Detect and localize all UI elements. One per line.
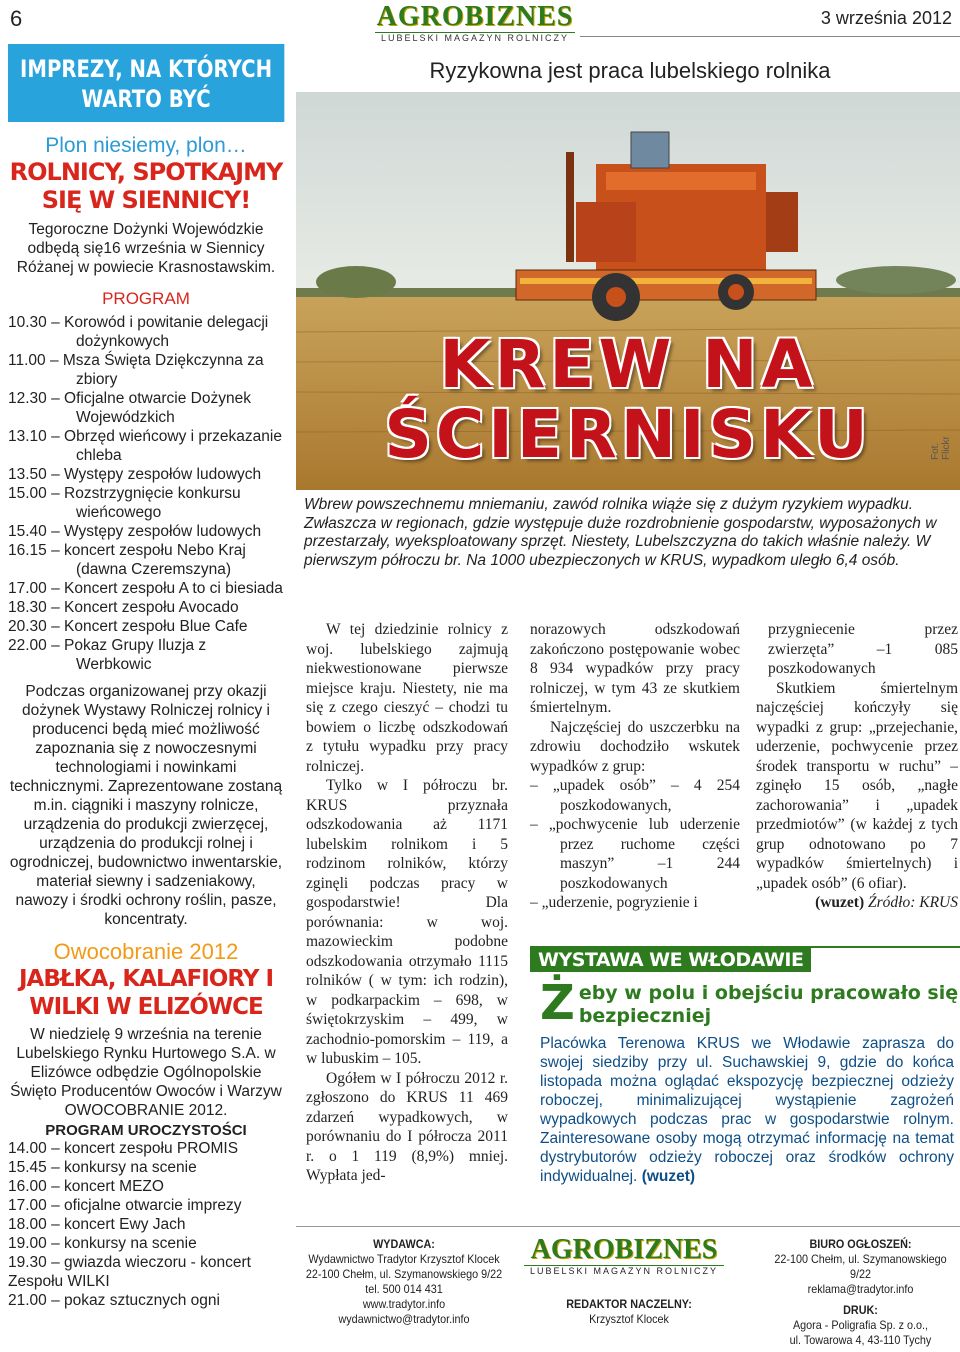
list-item: – „uderzenie, pogryzienie i [530, 894, 698, 911]
author-sign: (wuzet) [815, 894, 865, 911]
list-item: 16.00 – koncert MEZO [8, 1178, 164, 1195]
paragraph: Najczęściej do uszczerbku na zdrowiu dochodziło wskutek wypadków z grup: [530, 718, 740, 775]
article-signature [756, 893, 958, 913]
plon-kicker: Plon niesiemy, plon… [45, 134, 247, 157]
editor-name: Krzysztof Klocek [589, 1312, 669, 1326]
page-number: 6 [10, 6, 23, 31]
publisher-heading: WYDAWCA: [373, 1237, 435, 1251]
paragraph: Placówka Terenowa KRUS we Włodawie zaprasza do swojej siedziby przy ul. Suchawskiej 9, gdzie do końca listopada można oglądać ekspozycję bezpiecznej odzieży roboczej, minimalizującej wystąpienie zagrożeń wypadkowych podczas prac w gospodarstwie rolnym. Zainteresowane osoby mogą otrzymać informację na temat dystrybutorów odzieży roboczej oraz środków ochrony indywidualnej. [540, 1035, 954, 1185]
elizowka-intro: W niedzielę 9 września na terenie Lubelskiego Rynku Hurtowego S.A. w Elizówce odbędzie Ogólnopolskie Święto Producentów Owoców i Warzyw OWOCOBRANIE 2012. [10, 1026, 282, 1119]
logo-text: AGROBIZNES [530, 1234, 718, 1265]
paragraph: norazowych odszkodowań zakończono postępowanie wobec 8 934 wypadków przy pracy rolniczej, w tym 43 ze skutkiem śmiertelnym. [530, 621, 740, 716]
publisher-block [296, 1237, 512, 1327]
list-item: 17.00 – Koncert zespołu A to ci biesiada [8, 580, 283, 597]
headline-elizowka: JABŁKA, KALAFIORY I WILKI W ELIZÓWCE [18, 966, 274, 1020]
logo-subtitle: LUBELSKI MAGAZYN ROLNICZY [524, 1265, 724, 1276]
publisher-line: tel. 500 014 431 [365, 1282, 443, 1296]
article-kicker: Ryzykowna jest praca lubelskiego rolnika [429, 58, 831, 83]
program2-list [8, 1139, 284, 1310]
list-item: 21.00 – pokaz sztucznych ogni [8, 1292, 220, 1309]
paragraph: Skutkiem śmiertelnym najczęściej kończyły się wypadki z grup: „przejechanie, uderzenie, pochwycenie przez środek transportu w ruchu” – zginęło 15 osób, „nagłe zachorowania” i „upadek przedmiotów” (w każdej z tych grup odnotowano po 7 wypadków śmiertelnych) i „upadek osób” (6 ofiar). [756, 679, 958, 892]
ads-heading: BIURO OGŁOSZEŃ: [809, 1237, 912, 1251]
list-item: 17.00 – oficjalne otwarcie imprezy [8, 1197, 242, 1214]
ads-print-block [766, 1237, 955, 1348]
list-item: 12.30 – Oficjalne otwarcie Dożynek Wojewódzkich [8, 390, 251, 426]
print-heading: DRUK: [843, 1303, 878, 1317]
list-item: 11.00 – Msza Święta Dziękczynna za zbiory [8, 352, 264, 388]
print-line: Agora - Poligrafia Sp. z o.o., [792, 1318, 929, 1332]
publisher-line: www.tradytor.info [362, 1297, 446, 1311]
publisher-line: wydawnictwo@tradytor.info [338, 1312, 470, 1326]
paragraph: przygniecenie przez zwierzęta” –1 085 poszkodowanych [768, 621, 958, 677]
left-column [8, 44, 284, 1310]
program2-label: PROGRAM UROCZYSTOŚCI [45, 1122, 247, 1139]
issue-date: 3 września 2012 [820, 8, 952, 28]
list-item: – „upadek osób” – 4 254 poszkodowanych, [530, 777, 740, 814]
ads-line: 22-100 Chełm, ul. Szymanowskiego 9/22 [774, 1252, 947, 1281]
publisher-line: Wydawnictwo Tradytor Krzysztof Klocek [308, 1252, 500, 1266]
list-item: – „pochwycenie lub uderzenie przez ruchome części maszyn” –1 244 poszkodowanych [530, 816, 740, 892]
program-list [8, 313, 284, 674]
siennica-intro: Tegoroczne Dożynki Wojewódzkie odbędą się16 września w Siennicy Różanej w powiecie Krasnostawskim. [16, 221, 276, 276]
paragraph: W tej dziedzinie rolnicy z woj. lubelskiego zajmują niekwestionowane pierwsze miejsce kraju. Niestety, nie ma się z czego cieszyć – chodzi tu bowiem o liczbę odszkodowań z tytułu wypadku przy pracy rolniczej. [306, 621, 508, 775]
program-label: PROGRAM [102, 289, 190, 308]
drop-cap: Ż [540, 975, 575, 1031]
list-item: 22.00 – Pokaz Grupy Iluzja z Werbkowic [8, 637, 207, 673]
logo-text: AGROBIZNES [376, 1, 574, 32]
events-banner: IMPREZY, NA KTÓRYCH WARTO BYĆ [8, 44, 284, 122]
paragraph: Tylko w I półroczu br. KRUS przyznała odszkodowania aż 1171 lubelskim rolnikom i 5 rodzinom rolników, którzy zginęli podczas pracy w gospodarstwie! Dla porównania: w woj. mazowieckim podobne odszkodowania otrzymało 1115 rolników ( w tym: ich rodzin), w podkarpackim – 698, w świętokrzyskim – 499, w zachodnio-pomorskim – 119, a w lubuskim – 105. [306, 777, 508, 1067]
ads-line: reklama@tradytor.info [807, 1282, 914, 1296]
list-item: 18.30 – Koncert zespołu Avocado [8, 599, 239, 616]
list-item: 20.30 – Koncert zespołu Blue Cafe [8, 618, 248, 635]
print-line: ul. Towarowa 4, 43-110 Tychy [789, 1333, 932, 1347]
list-item: 16.15 – koncert zespołu Nebo Kraj (dawna Czeremszyna) [8, 542, 246, 578]
editor-block [566, 1297, 692, 1327]
wystawa-title [540, 975, 960, 1031]
editor-heading: REDAKTOR NACZELNY: [566, 1297, 692, 1311]
colophon [296, 1226, 960, 1346]
paragraph: Ogółem w I półroczu 2012 r. zgłoszono do KRUS 11 469 zdarzeń wypadkowych, w porównaniu do I półrocza 2011 r. o 1 119 (8,9%) mniej. Wypłata jed- [306, 1069, 508, 1184]
source-note: Źródło: KRUS [868, 894, 958, 911]
wystawa-title-text: eby w polu i obejściu pracowało się bezpieczniej [578, 982, 959, 1027]
list-item: 18.00 – koncert Ewy Jach [8, 1216, 186, 1233]
header-divider [580, 36, 960, 37]
list-item: 15.40 – Występy zespołów ludowych [8, 523, 262, 540]
article-headline: KREW NA ŚCIERNISKU [384, 326, 872, 473]
publisher-line: 22-100 Chełm, ul. Szymanowskiego 9/22 [305, 1267, 503, 1281]
article-column-3 [756, 620, 958, 913]
article-column-2 [530, 620, 740, 913]
author-sign: (wuzet) [641, 1168, 696, 1185]
wystawa-text [540, 1034, 954, 1186]
list-item: 19.00 – konkursy na scenie [8, 1235, 197, 1252]
masthead-logo [375, 2, 575, 43]
list-item: 10.30 – Korowód i powitanie delegacji dożynkowych [8, 314, 269, 350]
list-item: 13.50 – Występy zespołów ludowych [8, 466, 262, 483]
list-item: 19.30 – gwiazda wieczoru - koncert Zespołu WILKI [8, 1254, 251, 1290]
footer-logo [524, 1235, 724, 1276]
headline-siennica: ROLNICY, SPOTKAJMY SIĘ W SIENNICY! [9, 158, 283, 214]
owocobranie-title: Owocobranie 2012 [53, 939, 239, 964]
list-item: 15.45 – konkursy na scenie [8, 1159, 197, 1176]
logo-subtitle: LUBELSKI MAGAZYN ROLNICZY [375, 32, 575, 43]
accident-groups-list [530, 776, 740, 913]
list-item: 15.00 – Rozstrzygnięcie konkursu wieńcowego [8, 485, 241, 521]
list-item: 14.00 – koncert zespołu PROMIS [8, 1140, 239, 1157]
wystawa-label: WYSTAWA WE WŁODAWIE [530, 948, 811, 972]
photo-credit: Fot. Flickr [930, 436, 952, 460]
exhibition-paragraph: Podczas organizowanej przy okazji dożynek Wystawy Rolniczej rolnicy i producenci będą mieć możliwość zapoznania się z nowoczesnymi technologiami i nowinkami technicznymi. Zaprezentowane zostaną m.in. ciągniki i maszyny rolnicze, urządzenia do produkcji zwierzęcej, urządzenia do produkcji rolnej i ogrodniczej, budownictwo inwentarskie, materiał siewny i sadzeniakowy, nawozy i środki ochrony roślin, pasze, koncentraty. [9, 683, 283, 928]
list-item: 13.10 – Obrzęd wieńcowy i przekazanie chleba [8, 428, 282, 464]
article-column-1 [306, 620, 508, 1186]
article-lead: Wbrew powszechnemu mniemaniu, zawód rolnika wiąże się z dużym ryzykiem wypadku. Zwłaszcza w regionach, gdzie występuje duże rozdrobnienie gospodarstw, wyposażonych w przestarzały, wyeksploatowany sprzęt. Niestety, Lubelszczyzna do takich właśnie należy. W pierwszym półroczu br. Na 1000 ubezpieczonych w KRUS, wypadkom uległo 6,4 osób. [304, 496, 937, 569]
